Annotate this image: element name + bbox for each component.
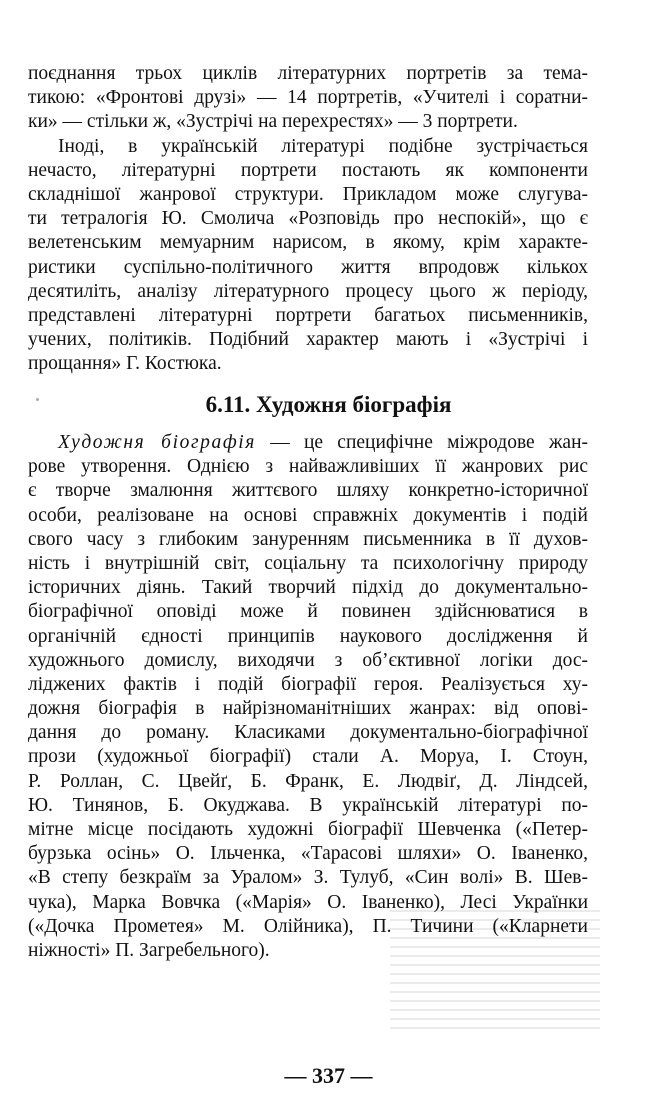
text-line: складнішої жанрової структури. Прикладом може слугува- — [28, 183, 588, 205]
text-line: учених, політиків. Подібний характер мають і «Зустрічі і — [28, 329, 588, 351]
text-line: рове утворення. Однією з найважливіших її жанрових рис — [28, 456, 588, 478]
text-line: ристики суспільно-політичного життя впродовж кількох — [28, 256, 588, 278]
text-line: мітне місце посідають художні біографії Шевченка («Петер- — [28, 819, 588, 840]
text-line: Ю. Тинянов, Б. Окуджава. В українській літературі по- — [28, 794, 588, 816]
text-line: тикою: «Фронтові друзі» — 14 портретів, «Учителі і соратни- — [28, 87, 588, 109]
text-line: біографічної оповіді може й повинен здійснюватися в — [28, 601, 588, 623]
text-line: нечасто, літературні портрети постають як компоненти — [28, 159, 588, 181]
text-line: велетенським мемуарним нарисом, в якому, крім характе- — [28, 232, 588, 254]
text-line: історичних діянь. Такий творчий підхід до документально- — [28, 577, 588, 599]
text-line: ки» — стільки ж, «Зустрічі на перехрестях» — 3 портрети. — [28, 111, 518, 133]
show-through-text — [390, 910, 600, 1030]
text-line: свого часу з глибоким зануренням письменника в її духов- — [28, 528, 588, 550]
text-line: «В степу безкраїм за Уралом» З. Тулуб, «Син волі» В. Шев- — [28, 867, 588, 889]
section-heading: 6.11. Художня біографія — [205, 392, 452, 417]
text-line: ність і внутрішній світ, соціальну та психологічну природу — [28, 552, 588, 574]
text-line: («Дочка Прометея» М. Олійника), П. Тичини («Кларнети — [28, 915, 588, 937]
text-line: Іноді, в українській літературі подібне зустрічається — [58, 135, 588, 157]
text-line: прози (художньої біографії) стали А. Моруа, І. Стоун, — [28, 746, 588, 768]
paragraph-biography — [28, 431, 588, 963]
text-line: Р. Роллан, С. Цвейґ, Б. Франк, Е. Людвіґ, Д. Ліндсей, — [28, 770, 588, 792]
text-line: десятиліть, аналізу літературного процесу цього ж періоду, — [28, 280, 588, 302]
text-line: представлені літературні портрети багатьох письменників, — [28, 304, 588, 326]
text-line: прощання» Г. Костюка. — [28, 353, 222, 375]
text-line: чука), Марка Вовчка («Марія» О. Іваненко), Лесі Українки — [28, 891, 588, 913]
page-number: — 337 — — [284, 1063, 373, 1088]
text-line-first — [28, 431, 588, 455]
text-line: органічній єдності принципів наукового дослідження й — [28, 625, 588, 647]
paragraph-portraits — [28, 62, 588, 376]
text-line: бурзька осінь» О. Ільченка, «Тарасові шляхи» О. Іваненко, — [28, 843, 588, 865]
text-line: ніжності» П. Загребельного). — [28, 939, 270, 961]
text-line: художнього домислу, виходячи з об’єктивної логіки дос- — [28, 649, 588, 671]
text-line: дання до роману. Класиками документально-біографічної — [28, 722, 588, 744]
defined-term: Художня біографія — [58, 432, 256, 453]
text-line: ти тетралогія Ю. Смолича «Розповідь про неспокій», що є — [28, 208, 588, 230]
text-line: поєднання трьох циклів літературних портретів за тема- — [28, 63, 588, 84]
text-line: дожня біографія в найрізноманітніших жанрах: від опові- — [28, 698, 588, 720]
definition-start: — це специфічне міжродове жан- — [255, 432, 588, 453]
text-line: є творче змалюння життєвого шляху конкретно-історичної — [28, 480, 588, 502]
text-line: ліджених фактів і подій біографії героя. Реалізується ху- — [28, 673, 588, 695]
text-line: особи, реалізоване на основі справжніх документів і подій — [28, 504, 588, 526]
